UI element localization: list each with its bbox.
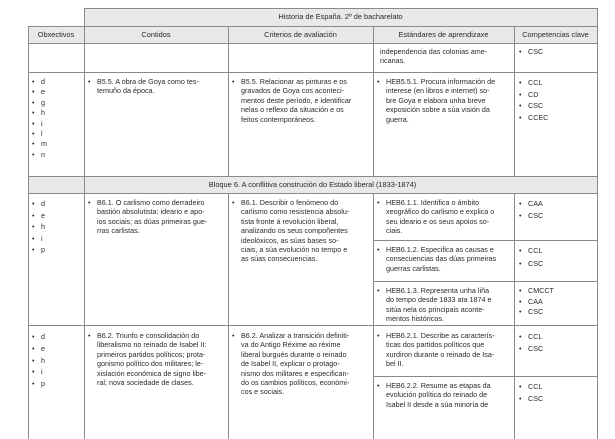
header-criteria: Criterios de avaliación (264, 30, 337, 39)
standard-text: independencia das colonias ame- ricanas. (380, 47, 488, 66)
criterion-text: • B5.5. Relacionar as pinturas e os gravados de Goya cos aconteci- mentos deste período, e identificar nelas o reflexo da situación e os feitos contemporáneos. (232, 77, 351, 124)
criterion-text: • B6.2. Analizar a transición definiti- va do Antigo Réxime ao réxime liberal burgués durante o reinado de Isabel II, explicar o protago- nismo dos militares e especifican- do os cambios políticos, económi- cos e sociais. (232, 331, 349, 397)
standard-text: • HEB6.2.1. Describe as caracterís- ticas dos partidos políticos que xurdiron durante o reinado de Isa- bel II. (377, 331, 495, 369)
header-objectives: Obxectivos (37, 30, 75, 39)
content-text: • B5.5. A obra de Goya como tes- temuño da época. (88, 77, 199, 96)
content-text: • B6.1. O carlismo como derradeiro bastión absolutista: ideario e apo- ios sociais; as dúas primeiras gue- rras carlistas. (88, 198, 207, 236)
header-contents: Contidos (141, 30, 171, 39)
objectives-list: • d • e • h • i • p (32, 331, 45, 390)
criterion-text: • B6.1. Describir o fenómeno do carlismo como resistencia absolu- tista fronte á revolución liberal, analizando os seus compoñentes ideolóxicos, as súas bases so- ciais, a súa evolución no tempo e as súas consecuencias. (232, 198, 349, 264)
standard-text: • HEB6.2.2. Resume as etapas da evolución política do reinado de Isabel II desde a súa minoría de (377, 381, 491, 409)
competency-list: • CMCCT • CAA • CSC (519, 286, 554, 318)
competency-list: • CCL • CSC (519, 381, 543, 404)
objectives-list: • d • e • g • h • i • l • m • n (32, 77, 47, 160)
standard-text: • HEB6.1.3. Representa unha liña do tempo desde 1833 ata 1874 e sitúa nela os principais aconte- mentos históricos. (377, 286, 492, 324)
competency-list: • CAA • CSC (519, 198, 543, 221)
header-competencies: Competencias clave (522, 30, 589, 39)
table-title: Historia de España. 2º de bacharelato (278, 12, 403, 21)
standard-text: • HEB5.5.1. Procura información de interese (en libros e internet) so- bre Goya e elabora unha breve exposición sobre a súa visión da guerra. (377, 77, 495, 124)
content-text: • B6.2. Triunfo e consolidación do liberalismo no reinado de Isabel II: primeiros partidos políticos; prota- gonismo político dos militares; le- xislación económica de signo libe- ral; nova sociedade de clases. (88, 331, 206, 387)
header-standards: Estándares de aprendizaxe (398, 30, 489, 39)
standard-text: • HEB6.1.1. Identifica o ámbito xeográfico do carlismo e explica o seu ideario e os seus apoios so- ciais. (377, 198, 494, 236)
objectives-list: • d • e • h • i • p (32, 198, 45, 256)
competency-list: • CCL • CSC (519, 245, 543, 270)
block6-title: Bloque 6. A conflitiva construción do Estado liberal (1833-1874) (208, 180, 417, 189)
competency-list: • CSC (519, 47, 543, 56)
competency-list: • CCL • CD • CSC • CCEC (519, 77, 548, 123)
standard-text: • HEB6.1.2. Especifica as causas e consecuencias das dúas primeiras guerras carlistas. (377, 245, 496, 273)
competency-list: • CCL • CSC (519, 331, 543, 354)
